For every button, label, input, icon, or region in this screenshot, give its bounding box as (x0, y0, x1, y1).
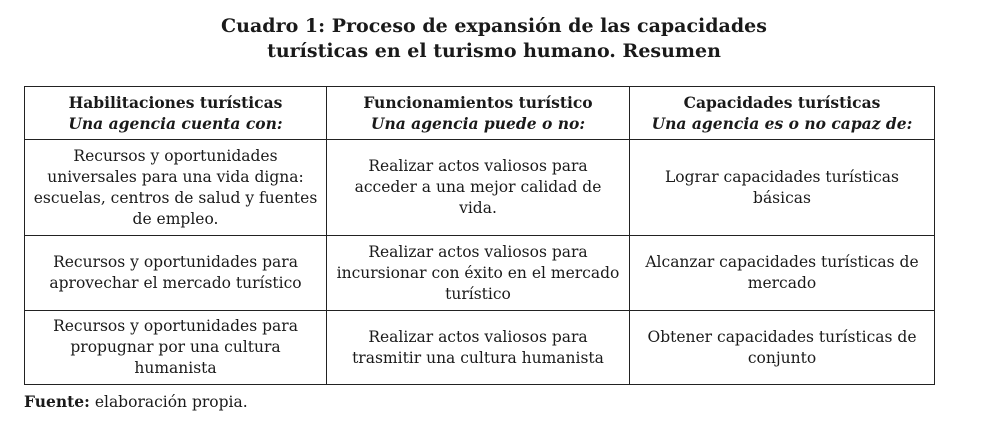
source-text: elaboración propia. (94, 393, 248, 411)
table-cell: Recursos y oportunidades universales para una vida digna: escuelas, centros de salud y fuentes de empleo. (25, 140, 327, 236)
source-note (24, 392, 248, 412)
table-title (0, 14, 988, 64)
summary-table (24, 86, 935, 385)
table-cell: Alcanzar capacidades turísticas de mercado (630, 236, 935, 311)
header-capacidades-subtitle: Una agencia es o no capaz de: (651, 114, 913, 133)
table-cell: Lograr capacidades turísticas básicas (630, 140, 935, 236)
header-habilitaciones (25, 87, 327, 140)
header-funcionamientos-title: Funcionamientos turístico (363, 93, 593, 112)
header-funcionamientos-subtitle: Una agencia puede o no: (370, 114, 586, 133)
table-header-row (25, 87, 935, 140)
table-row (25, 236, 935, 311)
header-capacidades-title: Capacidades turísticas (683, 93, 881, 112)
table-cell: Realizar actos valiosos para incursionar con éxito en el mercado turístico (327, 236, 630, 311)
table-row (25, 311, 935, 385)
header-habilitaciones-title: Habilitaciones turísticas (68, 93, 283, 112)
table-cell: Obtener capacidades turísticas de conjunto (630, 311, 935, 385)
table-title-line-1: Cuadro 1: Proceso de expansión de las capacidades (221, 15, 767, 37)
header-funcionamientos (327, 87, 630, 140)
table-row (25, 140, 935, 236)
table-title-line-2: turísticas en el turismo humano. Resumen (267, 40, 721, 62)
table-cell: Recursos y oportunidades para propugnar por una cultura humanista (25, 311, 327, 385)
table-cell: Recursos y oportunidades para aprovechar el mercado turístico (25, 236, 327, 311)
table-cell: Realizar actos valiosos para trasmitir una cultura humanista (327, 311, 630, 385)
header-habilitaciones-subtitle: Una agencia cuenta con: (68, 114, 283, 133)
source-label: Fuente: (24, 392, 90, 411)
header-capacidades (630, 87, 935, 140)
table-cell: Realizar actos valiosos para acceder a una mejor calidad de vida. (327, 140, 630, 236)
